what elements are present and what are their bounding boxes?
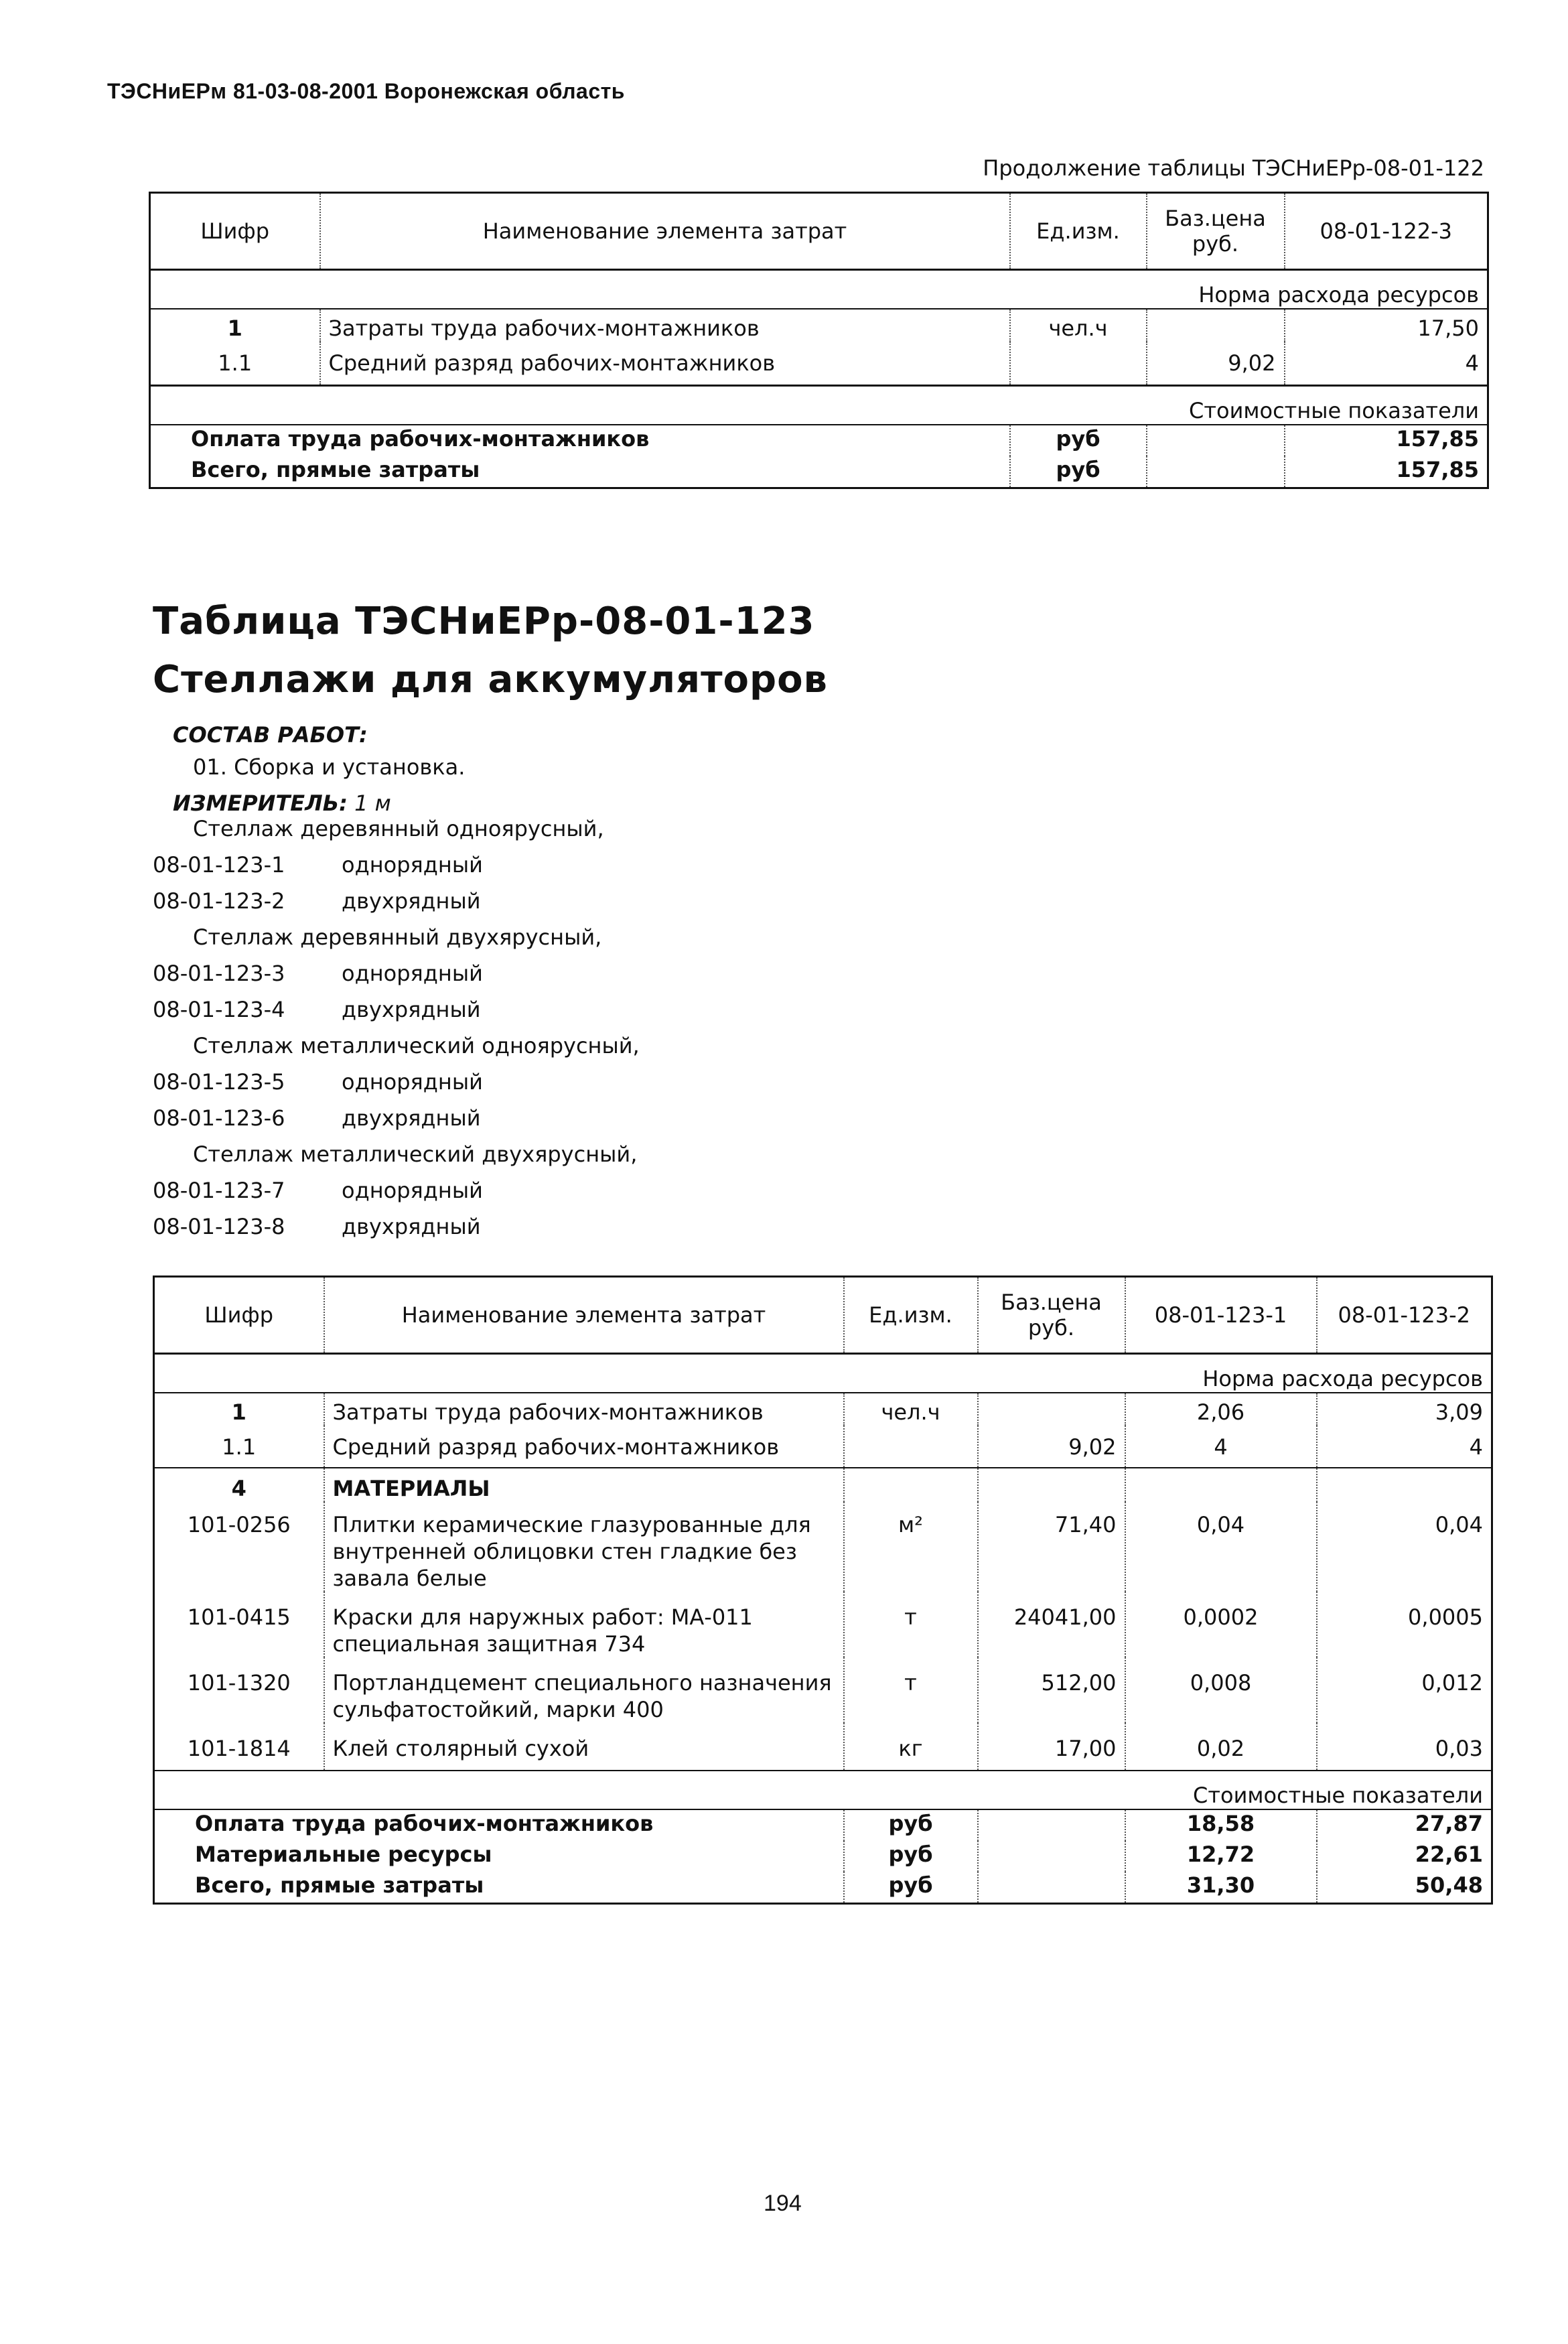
- header-variant-2: 08-01-123-2: [1317, 1277, 1492, 1354]
- row-value-1: 17,50: [1285, 309, 1488, 342]
- header-price: Баз.цена руб.: [978, 1277, 1125, 1354]
- total-value-1: 12,72: [1125, 1841, 1317, 1872]
- table-row: [154, 1723, 1492, 1771]
- band-norms: Норма расхода ресурсов: [150, 270, 1488, 309]
- total-unit: руб: [844, 1841, 978, 1872]
- row-value-1: 4: [1125, 1426, 1317, 1468]
- total-value-2: 22,61: [1317, 1841, 1492, 1872]
- variant-code: 08-01-123-2: [153, 888, 285, 914]
- document-header: ТЭСНиЕРм 81-03-08-2001 Воронежская область: [107, 79, 625, 103]
- table-title: Таблица ТЭСНиЕРр-08-01-123: [153, 600, 815, 643]
- band-costs: Стоимостные показатели: [150, 386, 1488, 425]
- total-unit: руб: [844, 1809, 978, 1841]
- row-code: 1.1: [154, 1426, 324, 1468]
- row-value-2: 0,012: [1317, 1657, 1492, 1723]
- row-price: 512,00: [978, 1657, 1125, 1723]
- page-number: 194: [764, 2191, 802, 2216]
- variant-desc: двухрядный: [342, 997, 481, 1022]
- total-row: [150, 425, 1488, 456]
- variant-item: [153, 1209, 640, 1245]
- total-price: [978, 1809, 1125, 1841]
- table-row: [154, 1468, 1492, 1502]
- header-unit: Ед.изм.: [1010, 193, 1147, 270]
- composition-item: 01. Сборка и установка.: [193, 754, 466, 780]
- variant-group-title: Стеллаж металлический одноярусный,: [193, 1033, 640, 1058]
- band-norms: Норма расхода ресурсов: [154, 1354, 1492, 1393]
- total-unit: руб: [1010, 456, 1147, 488]
- row-code: 101-0415: [187, 1604, 291, 1630]
- variant-code: 08-01-123-1: [153, 852, 285, 878]
- variant-group: [153, 919, 640, 1028]
- total-value-1: 31,30: [1125, 1872, 1317, 1904]
- variant-code: 08-01-123-5: [153, 1069, 285, 1095]
- header-unit: Ед.изм.: [844, 1277, 978, 1354]
- row-value-1: 0,0002: [1125, 1592, 1317, 1657]
- row-price: 24041,00: [978, 1592, 1125, 1657]
- row-value-1: 0,04: [1125, 1502, 1317, 1592]
- total-value-1: 18,58: [1125, 1809, 1317, 1841]
- row-name: Средний разряд рабочих-монтажников: [320, 342, 1010, 386]
- row-unit: [844, 1426, 978, 1468]
- table-row: [150, 342, 1488, 386]
- variant-item: [153, 1100, 640, 1136]
- row-value-1: 4: [1285, 342, 1488, 386]
- variant-group: [153, 1028, 640, 1136]
- row-price: [978, 1468, 1125, 1502]
- variant-desc: однорядный: [342, 1069, 483, 1095]
- row-price: 9,02: [1147, 342, 1285, 386]
- table-row: [154, 1426, 1492, 1468]
- variant-desc: двухрядный: [342, 1214, 481, 1239]
- table-row: [150, 309, 1488, 342]
- row-name: Портландцемент специального назначения сульфатостойкий, марки 400: [324, 1657, 844, 1723]
- variant-group-title: Стеллаж деревянный двухярусный,: [193, 924, 602, 950]
- row-name: МАТЕРИАЛЫ: [324, 1468, 844, 1502]
- header-name: Наименование элемента затрат: [324, 1277, 844, 1354]
- row-code: 101-1814: [187, 1736, 291, 1761]
- variant-item: [153, 1064, 640, 1100]
- variant-desc: двухрядный: [342, 888, 481, 914]
- total-name: Всего, прямые затраты: [195, 1872, 484, 1898]
- variant-code: 08-01-123-8: [153, 1214, 285, 1239]
- total-price: [1147, 456, 1285, 488]
- row-name: Плитки керамические глазурованные для внутренней облицовки стен гладкие без завала белые: [324, 1502, 844, 1592]
- table-row: [154, 1393, 1492, 1426]
- row-name: Средний разряд рабочих-монтажников: [324, 1426, 844, 1468]
- total-unit: руб: [1010, 425, 1147, 456]
- variant-group: [153, 1136, 640, 1245]
- row-price: [1147, 309, 1285, 342]
- total-value-2: 50,48: [1317, 1872, 1492, 1904]
- total-price: [1147, 425, 1285, 456]
- row-unit: чел.ч: [844, 1393, 978, 1426]
- table-header-row: [150, 193, 1488, 270]
- header-variant-1: 08-01-122-3: [1285, 193, 1488, 270]
- row-value-1: 2,06: [1125, 1393, 1317, 1426]
- variant-desc: двухрядный: [342, 1105, 481, 1131]
- variant-group: [153, 811, 640, 919]
- total-price: [978, 1841, 1125, 1872]
- total-row: [154, 1872, 1492, 1904]
- total-row: [150, 456, 1488, 488]
- row-value-2: 0,03: [1317, 1723, 1492, 1771]
- row-value-2: 4: [1317, 1426, 1492, 1468]
- header-code: Шифр: [150, 193, 320, 270]
- row-code: 4: [231, 1476, 246, 1501]
- row-unit: [1010, 342, 1147, 386]
- total-name: Оплата труда рабочих-монтажников: [191, 426, 650, 452]
- total-name: Оплата труда рабочих-монтажников: [195, 1811, 654, 1836]
- band-row: [154, 1354, 1492, 1393]
- row-price: 17,00: [978, 1723, 1125, 1771]
- continuation-table: [149, 192, 1489, 489]
- row-value-2: 0,0005: [1317, 1592, 1492, 1657]
- variant-list: [153, 811, 640, 1245]
- row-code: 101-0256: [187, 1512, 291, 1537]
- row-unit: м²: [844, 1502, 978, 1592]
- variant-code: 08-01-123-7: [153, 1178, 285, 1203]
- row-unit: чел.ч: [1010, 309, 1147, 342]
- norms-table: [153, 1276, 1493, 1905]
- variant-item: [153, 847, 640, 883]
- row-price: 71,40: [978, 1502, 1125, 1592]
- table-header-row: [154, 1277, 1492, 1354]
- variant-desc: однорядный: [342, 961, 483, 986]
- table-subtitle: Стеллажи для аккумуляторов: [153, 658, 828, 701]
- meter-label: ИЗМЕРИТЕЛЬ:: [173, 790, 348, 816]
- table-row: [154, 1502, 1492, 1592]
- band-row: [150, 386, 1488, 425]
- band-costs: Стоимостные показатели: [154, 1771, 1492, 1809]
- row-unit: т: [844, 1592, 978, 1657]
- total-name: Всего, прямые затраты: [191, 457, 480, 482]
- row-code: 101-1320: [187, 1670, 291, 1696]
- table-row: [154, 1657, 1492, 1723]
- row-value-2: [1317, 1468, 1492, 1502]
- row-value-1: 0,008: [1125, 1657, 1317, 1723]
- continuation-note: Продолжение таблицы ТЭСНиЕРр-08-01-122: [983, 155, 1484, 181]
- variant-item: [153, 1172, 640, 1209]
- row-unit: [844, 1468, 978, 1502]
- row-value-2: 0,04: [1317, 1502, 1492, 1592]
- variant-group-title: Стеллаж деревянный одноярусный,: [193, 816, 604, 841]
- row-name: Краски для наружных работ: МА-011 специальная защитная 734: [324, 1592, 844, 1657]
- composition-label: СОСТАВ РАБОТ:: [173, 722, 368, 748]
- table-row: [154, 1592, 1492, 1657]
- variant-desc: однорядный: [342, 852, 483, 878]
- header-name: Наименование элемента затрат: [320, 193, 1010, 270]
- variant-code: 08-01-123-3: [153, 961, 285, 986]
- row-code: 1: [231, 1399, 246, 1425]
- row-name: Затраты труда рабочих-монтажников: [320, 309, 1010, 342]
- meter-value: 1 м: [354, 790, 391, 816]
- variant-group-title: Стеллаж металлический двухярусный,: [193, 1142, 638, 1167]
- total-row: [154, 1841, 1492, 1872]
- total-name: Материальные ресурсы: [195, 1842, 492, 1867]
- row-unit: кг: [844, 1723, 978, 1771]
- row-code: 1.1: [218, 350, 253, 376]
- row-price: [978, 1393, 1125, 1426]
- band-row: [154, 1771, 1492, 1809]
- band-row: [150, 270, 1488, 309]
- row-value-2: 3,09: [1317, 1393, 1492, 1426]
- row-unit: т: [844, 1657, 978, 1723]
- variant-code: 08-01-123-4: [153, 997, 285, 1022]
- row-value-1: [1125, 1468, 1317, 1502]
- variant-item: [153, 955, 640, 991]
- header-variant-1: 08-01-123-1: [1125, 1277, 1317, 1354]
- row-value-1: 0,02: [1125, 1723, 1317, 1771]
- total-unit: руб: [844, 1872, 978, 1904]
- variant-desc: однорядный: [342, 1178, 483, 1203]
- variant-item: [153, 991, 640, 1028]
- variant-code: 08-01-123-6: [153, 1105, 285, 1131]
- total-row: [154, 1809, 1492, 1841]
- total-value-1: 157,85: [1285, 425, 1488, 456]
- variant-item: [153, 883, 640, 919]
- total-value-2: 27,87: [1317, 1809, 1492, 1841]
- row-code: 1: [227, 316, 242, 341]
- total-value-1: 157,85: [1285, 456, 1488, 488]
- row-name: Клей столярный сухой: [324, 1723, 844, 1771]
- header-code: Шифр: [154, 1277, 324, 1354]
- header-price: Баз.цена руб.: [1147, 193, 1285, 270]
- row-price: 9,02: [978, 1426, 1125, 1468]
- total-price: [978, 1872, 1125, 1904]
- row-name: Затраты труда рабочих-монтажников: [324, 1393, 844, 1426]
